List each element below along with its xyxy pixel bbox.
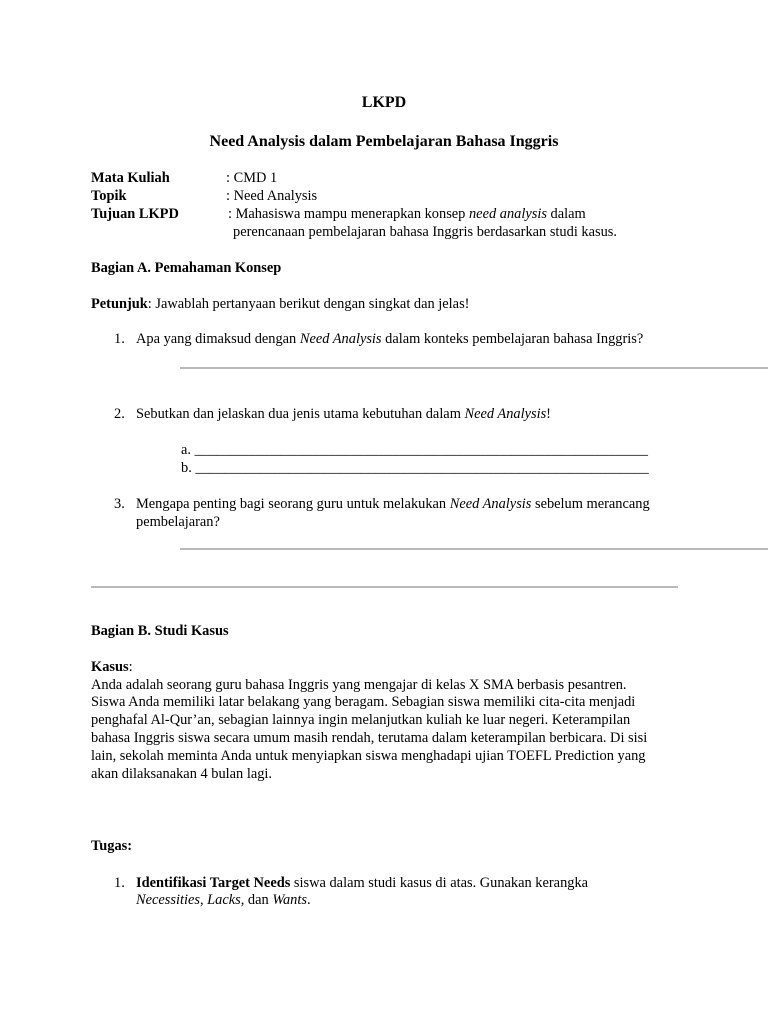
question-3-number: 3. [114,496,125,512]
tujuan-label: Tujuan LKPD [91,206,179,222]
section-divider [91,586,678,588]
answer-2b-line[interactable]: b. _______________________________________________________________ [181,460,649,476]
answer-2a-line[interactable]: a. _______________________________________________________________ [181,442,648,458]
answer-line-1[interactable] [180,367,768,369]
document-subtitle: Need Analysis dalam Pembelajaran Bahasa Inggris [209,133,559,150]
case-text-line: Siswa Anda memiliki latar belakang yang beragam. Sebagian siswa memiliki cita-cita menjadi [91,694,636,710]
task-1-text-line2: Necessities, Lacks, dan Wants. [136,892,311,908]
case-text-line: Anda adalah seorang guru bahasa Inggris yang mengajar di kelas X SMA berbasis pesantren. [91,677,627,693]
question-2-number: 2. [114,406,125,422]
tasks-heading: Tugas: [91,838,133,854]
mata-kuliah-value: : CMD 1 [226,170,278,186]
question-1-number: 1. [114,331,125,347]
task-1-number: 1. [114,875,125,891]
question-3-text: Mengapa penting bagi seorang guru untuk melakukan Need Analysis sebelum merancang [136,496,650,512]
section-a-instruction: Petunjuk: Jawablah pertanyaan berikut dengan singkat dan jelas! [91,296,470,312]
case-text-line: penghafal Al-Qur’an, sebagian lainnya ingin melanjutkan kuliah ke luar negeri. Keterampilan [91,712,631,728]
topik-value: : Need Analysis [226,188,318,204]
case-text-line: lain, sekolah meminta Anda untuk menyiapkan siswa menghadapi ujian TOEFL Prediction yang [91,748,646,764]
topik-label: Topik [91,188,127,204]
case-text-line: bahasa Inggris siswa secara umum masih rendah, terutama dalam keterampilan berbicara. Di sisi [91,730,648,746]
tujuan-value-line2: perencanaan pembelajaran bahasa Inggris berdasarkan studi kasus. [233,224,617,240]
tujuan-value: : Mahasiswa mampu menerapkan konsep need analysis dalam [228,206,586,222]
section-a-heading: Bagian A. Pemahaman Konsep [91,260,282,276]
task-1-text: Identifikasi Target Needs siswa dalam studi kasus di atas. Gunakan kerangka [136,875,589,891]
section-b-heading: Bagian B. Studi Kasus [91,623,229,639]
document-title: LKPD [361,94,407,111]
mata-kuliah-label: Mata Kuliah [91,170,170,186]
answer-line-3[interactable] [180,548,768,550]
case-text-line: akan dilaksanakan 4 bulan lagi. [91,766,273,782]
case-label: Kasus: [91,659,133,675]
question-1-text: Apa yang dimaksud dengan Need Analysis dalam konteks pembelajaran bahasa Inggris? [136,331,644,347]
question-2-text: Sebutkan dan jelaskan dua jenis utama kebutuhan dalam Need Analysis! [136,406,551,422]
question-3-text-line2: pembelajaran? [136,514,220,530]
